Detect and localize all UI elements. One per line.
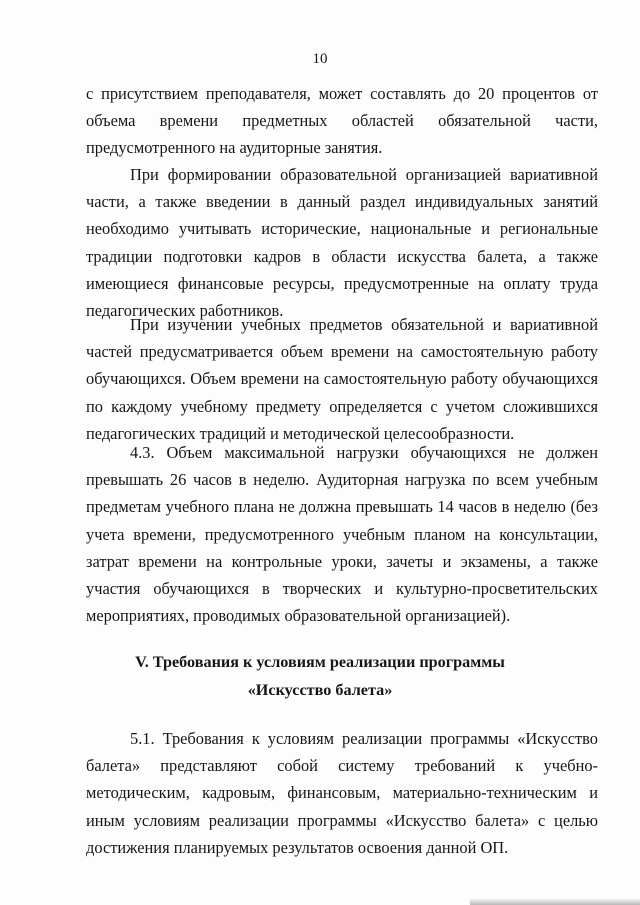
paragraph-continuation	[86, 80, 598, 162]
paragraph-4-3-workload	[86, 439, 598, 629]
page-number: 10	[312, 51, 328, 67]
section-heading-subtitle: «Искусство балета»	[247, 681, 393, 699]
paragraph-5-1-requirements	[86, 725, 598, 861]
paragraph-text: с присутствием преподавателя, может составлять до 20 процентов от объема времени предметных областей обязательной части, предусмотренного на аудиторные занятия.	[86, 84, 598, 158]
paragraph-text: 4.3. Объем максимальной нагрузки обучающихся не должен превышать 26 часов в неделю. Аудиторная нагрузка по всем учебным предметам учебного плана не должна превышать 14 часов в неделю (без учета времени, предусмотренного учебным планом на консультации, затрат времени на контрольные уроки, зачеты и экзамены, а также участия обучающихся в творческих и культурно-просветительских мероприятиях, проводимых образовательной организацией).	[86, 443, 598, 626]
paragraph-text: При формировании образовательной организацией вариативной части, а также введении в данный раздел индивидуальных занятий необходимо учитывать исторические, национальные и региональные традиции подготовки кадров в области искусства балета, а также имеющиеся финансовые ресурсы, предусмотренные на оплату труда педагогических работников.	[86, 165, 598, 321]
paragraph-independent-work	[86, 311, 598, 447]
paragraph-variative-part	[86, 161, 598, 324]
section-heading: V. Требования к условиям реализации программы	[135, 653, 505, 671]
paragraph-text: При изучении учебных предметов обязательной и вариативной частей предусматривается объем времени на самостоятельную работу обучающихся. Объем времени на самостоятельную работу обучающихся по каждому учебному предмету определяется с учетом сложившихся педагогических традиций и методической целесообразности.	[86, 315, 598, 443]
paragraph-text: 5.1. Требования к условиям реализации программы «Искусство балета» представляют собой систему требований к учебно-методическим, кадровым, финансовым, материально-техническим и иным условиям реализации программы «Искусство балета» с целью достижения планируемых результатов освоения данной ОП.	[86, 729, 598, 857]
scan-edge-shadow	[470, 899, 640, 905]
